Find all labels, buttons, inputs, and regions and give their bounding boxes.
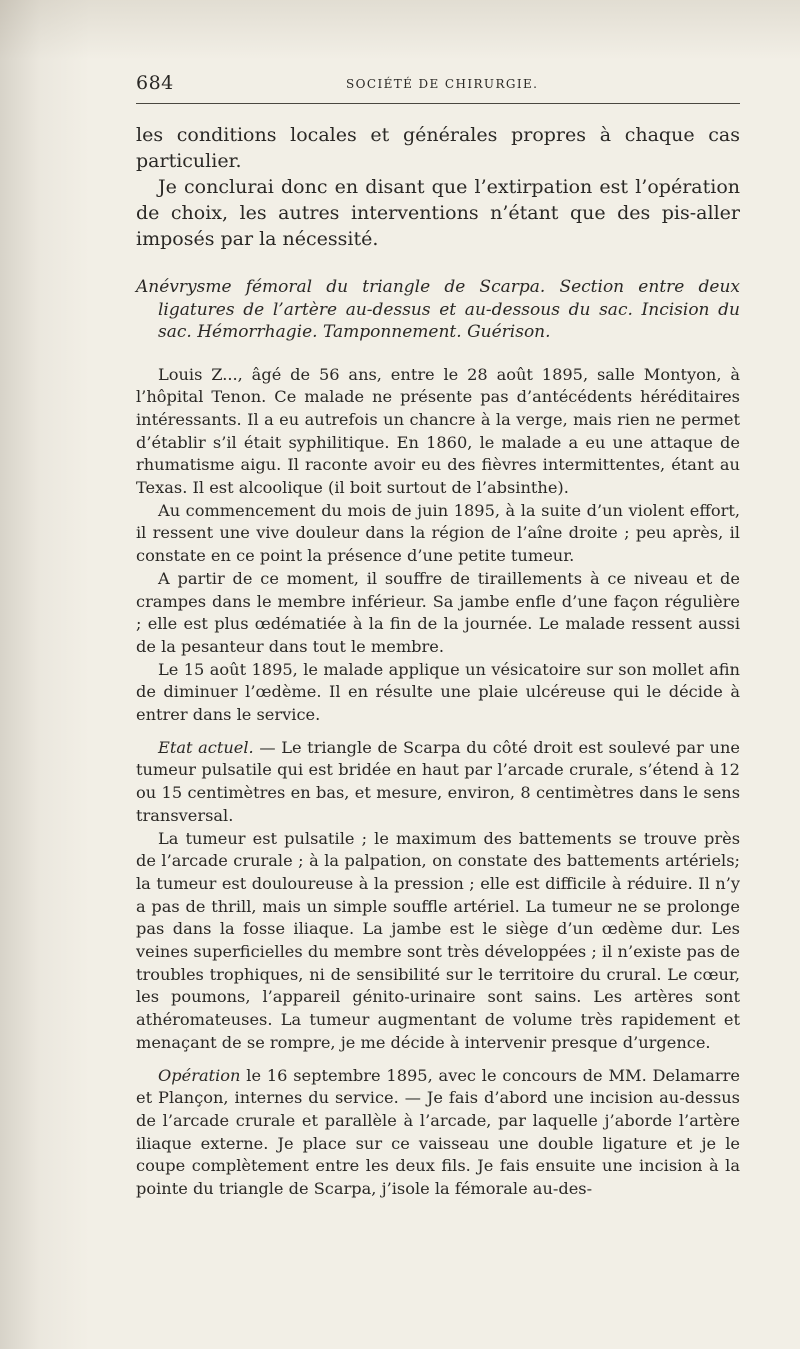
- case-title: Anévrysme fémoral du triangle de Scarpa. Section entre deux ligatures de l’artère au-dessus et au-dessous du sac. Incision du sac. Hémorrhagie. Tamponnement. Guérison.: [136, 277, 740, 342]
- case-paragraph-3: A partir de ce moment, il souffre de tiraillements à ce niveau et de crampes dans le membre inférieur. Sa jambe enfle d’une façon régulière ; elle est plus œdématiée à la fin de la journée. Le malade ressent aussi de la pesanteur dans tout le membre.: [136, 568, 740, 656]
- page-header: [136, 72, 740, 96]
- page-number: 684: [136, 72, 174, 94]
- case-paragraph-1: Louis Z..., âgé de 56 ans, entre le 28 août 1895, salle Montyon, à l’hôpital Tenon. Ce malade ne présente pas d’antécédents héréditaires intéressants. Il a eu autrefois un chancre à la verge, mais rien ne permet d’établir s’il était syphilitique. En 1860, le malade a eu une attaque de rhumatisme aigu. Il raconte avoir eu des fièvres intermittentes, étant au Texas. Il est alcoolique (il boit surtout de l’absinthe).: [136, 364, 740, 498]
- body-text: [136, 122, 740, 1201]
- case-paragraph-operation: [136, 1065, 740, 1201]
- intro-paragraph-1: les conditions locales et générales propres à chaque cas particulier.: [136, 124, 740, 172]
- case-paragraph-etat-actuel: [136, 737, 740, 828]
- case-paragraph-4: Le 15 août 1895, le malade applique un vésicatoire sur son mollet afin de diminuer l’œdème. Il en résulte une plaie ulcéreuse qui le décide à entrer dans le service.: [136, 659, 740, 725]
- etat-actuel-text: — Le triangle de Scarpa du côté droit est soulevé par une tumeur pulsatile qui est bridée en haut par l’arcade crurale, s’étend à 12 ou 15 centimètres en bas, et mesure, environ, 8 centimètres dans le sens transversal.: [136, 737, 740, 825]
- operation-label: Opération: [158, 1065, 241, 1085]
- case-report: [136, 364, 740, 1201]
- running-head: SOCIÉTÉ DE CHIRURGIE.: [346, 77, 539, 91]
- case-paragraph-2: Au commencement du mois de juin 1895, à la suite d’un violent effort, il ressent une vive douleur dans la région de l’aîne droite ; peu après, il constate en ce point la présence d’une petite tumeur.: [136, 500, 740, 566]
- etat-actuel-label: Etat actuel.: [158, 737, 254, 757]
- case-paragraph-6: La tumeur est pulsatile ; le maximum des battements se trouve près de l’arcade crurale ; à la palpation, on constate des battements artériels; la tumeur est douloureuse à la pression ; elle est difficile à réduire. Il n’y a pas de thrill, mais un simple souffle artériel. La tumeur ne se prolonge pas dans la fosse iliaque. La jambe est le siège d’un œdème dur. Les veines superficielles du membre sont très développées ; il n’existe pas de troubles trophiques, ni de sensibilité sur le territoire du crural. Le cœur, les poumons, l’appareil génito-urinaire sont sains. Les artères sont athéromateuses. La tumeur augmentant de volume très rapidement et menaçant de se rompre, je me décide à intervenir presque d’urgence.: [136, 828, 740, 1052]
- intro-section: [136, 122, 740, 252]
- operation-text: le 16 septembre 1895, avec le concours de MM. Delamarre et Plançon, internes du service. — Je fais d’abord une incision au-dessus de l’arcade crurale et parallèle à l’arcade, par laquelle j’aborde l’artère iliaque externe. Je place sur ce vaisseau une double ligature et je le coupe complètement entre les deux fils. Je fais ensuite une incision à la pointe du triangle de Scarpa, j’isole la fémorale au-des-: [136, 1065, 740, 1199]
- intro-paragraph-2: Je conclurai donc en disant que l’extirpation est l’opération de choix, les autres interventions n’étant que des pis-aller imposés par la nécessité.: [136, 176, 740, 250]
- header-rule: [136, 103, 740, 104]
